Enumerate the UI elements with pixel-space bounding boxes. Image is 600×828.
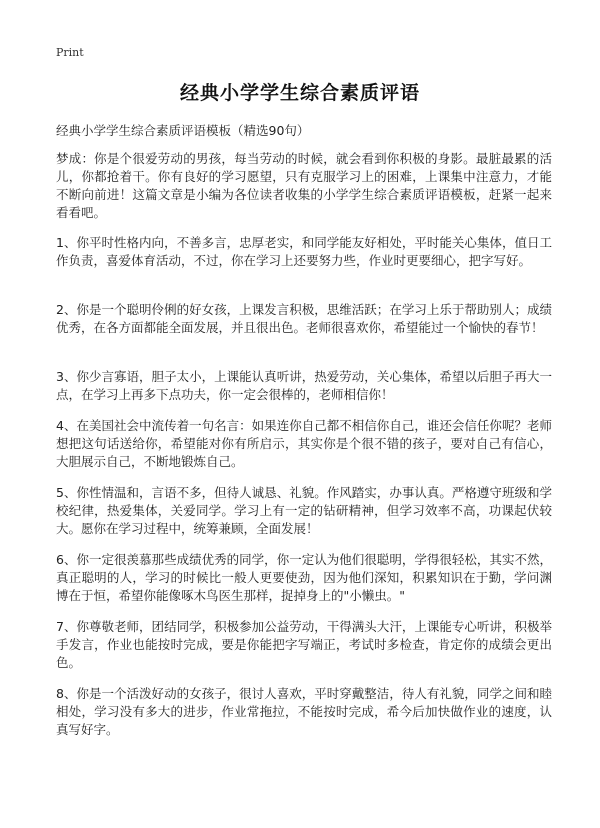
comment-paragraph-8: 8、你是一个活泼好动的女孩子，很讨人喜欢，平时穿戴整洁，待人有礼貌，同学之间和睦相处，学习没有多大的进步，作业常拖拉，不能按时完成，希今后加快做作业的速度，认真写好字。	[56, 686, 552, 737]
comment-paragraph-7: 7、你尊敬老师，团结同学，积极参加公益劳动，干得满头大汗，上课能专心听讲，积极举手发言，作业也能按时完成，要是你能把字写端正，考试时多检查，肯定你的成绩会更出色。	[56, 619, 552, 670]
comment-paragraph-3: 3、你少言寡语，胆子太小，上课能认真听讲，热爱劳动，关心集体，希望以后胆子再大一点，在学习上再多下点功夫，你一定会很棒的，老师相信你！	[56, 369, 552, 402]
comment-paragraph-5: 5、你性情温和，言语不多，但待人诚恳、礼貌。作风踏实，办事认真。严格遵守班级和学校纪律，热爱集体，关爱同学。学习上有一定的钻研精神，但学习效率不高，功课起伏较大。愿你在学习过程中，统筹兼顾，全面发展！	[56, 485, 552, 536]
comment-paragraph-2: 2、你是一个聪明伶俐的好女孩，上课发言积极，思维活跃；在学习上乐于帮助别人；成绩优秀，在各方面都能全面发展，并且很出色。老师很喜欢你，希望能过一个愉快的春节！	[56, 302, 552, 335]
intro-paragraph: 梦成：你是个很爱劳动的男孩，每当劳动的时候，就会看到你积极的身影。最脏最累的活儿，你都抢着干。你有良好的学习愿望，只有克服学习上的困难，上课集中注意力，才能不断向前进！这篇文章是小编为各位读者收集的小学学生综合素质评语模板，赶紧一起来看看吧。	[56, 151, 552, 220]
comment-paragraph-4: 4、在美国社会中流传着一句名言：如果连你自己都不相信你自己，谁还会信任你呢？老师想把这句话送给你，希望能对你有所启示，其实你是个很不错的孩子，要对自己有信心，大胆展示自己，不断地锻炼自己。	[56, 418, 552, 469]
print-link[interactable]: Print	[56, 46, 84, 59]
comment-paragraph-6: 6、你一定很羡慕那些成绩优秀的同学，你一定认为他们很聪明，学得很轻松，其实不然，真正聪明的人，学习的时候比一般人更要使劲，因为他们深知，积累知识在于勤，学问渊博在于恒，希望你能像啄木鸟医生那样，捉掉身上的"小懒虫。"	[56, 552, 552, 603]
comment-paragraph-1: 1、你平时性格内向，不善多言，忠厚老实，和同学能友好相处，平时能关心集体，值日工作负责，喜爱体育活动，不过，你在学习上还要努力些，作业时更要细心，把字写好。	[56, 235, 552, 268]
document-subtitle: 经典小学学生综合素质评语模板（精选90句）	[56, 123, 310, 138]
page-title: 经典小学学生综合素质评语	[179, 82, 420, 104]
